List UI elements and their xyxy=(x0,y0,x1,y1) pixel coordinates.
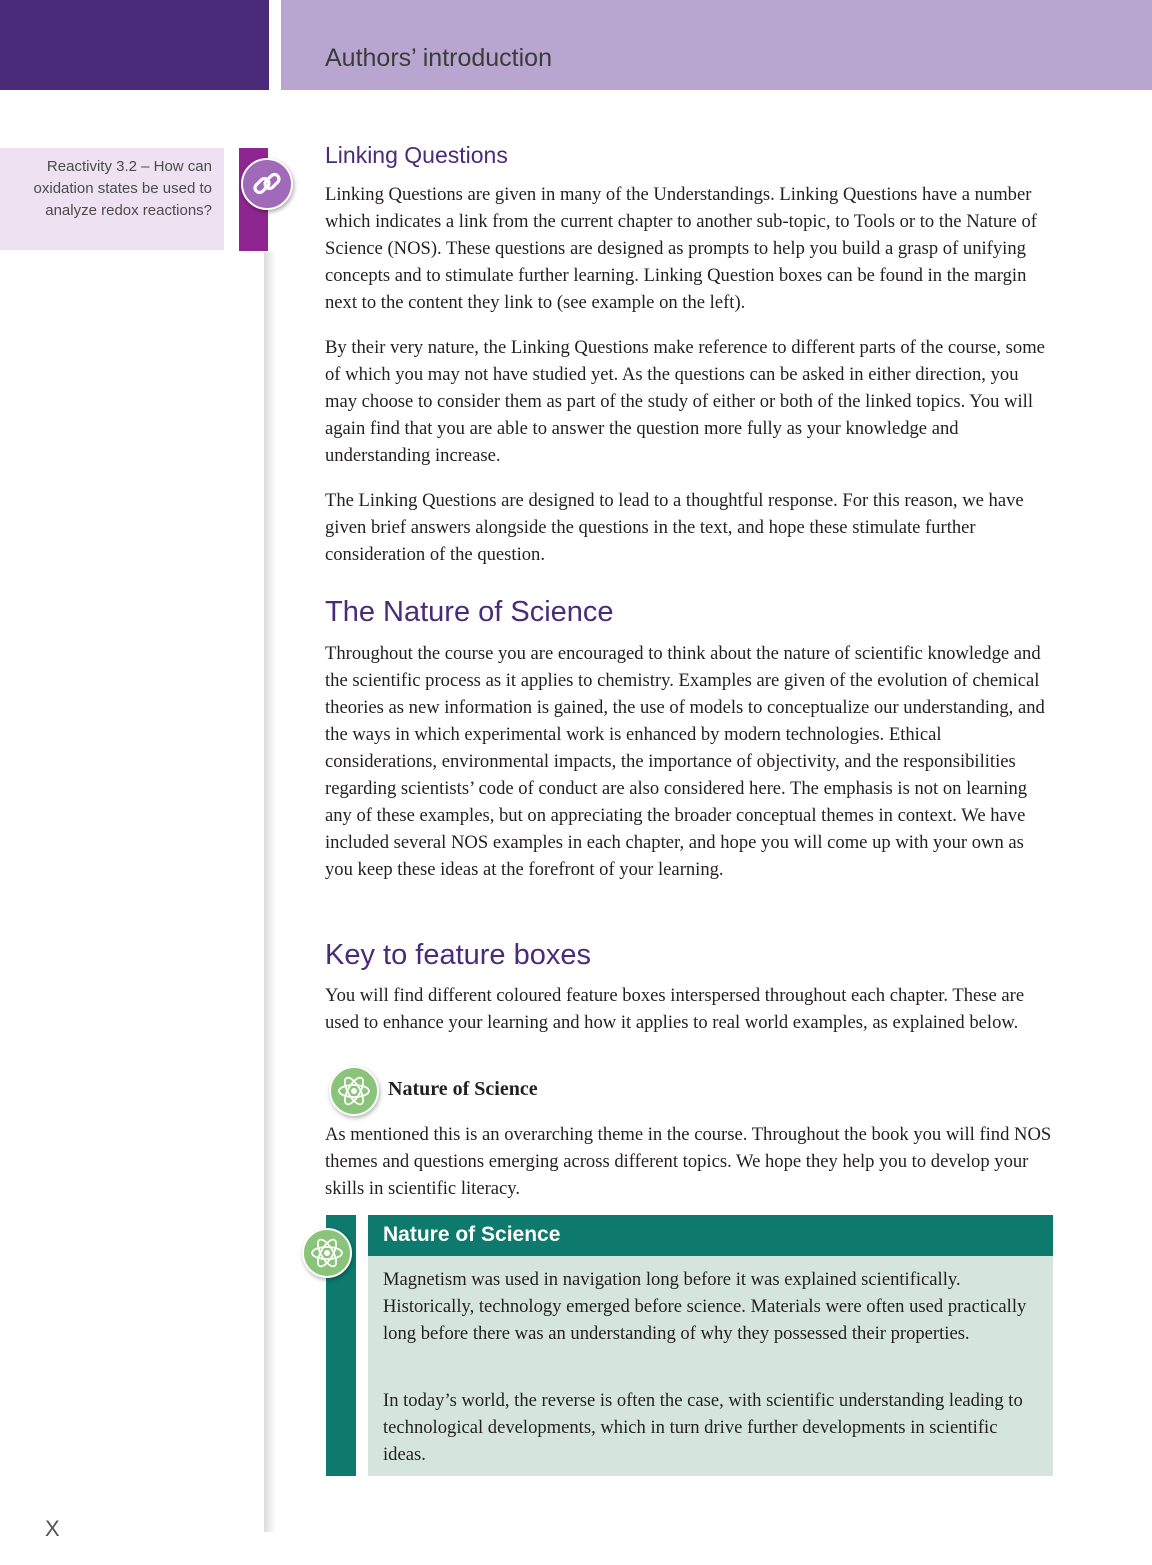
heading-linking-questions: Linking Questions xyxy=(325,142,508,168)
header-band-dark xyxy=(0,0,269,90)
feature-paragraph: In today’s world, the reverse is often the case, with scientific understanding leading to technological developments, which in turn drive further developments in scientific ideas. xyxy=(383,1390,1023,1465)
paragraph: Linking Questions are given in many of the Understandings. Linking Questions have a number which indicates a link from the current chapter to another sub-topic, to Tools or to the Nature of Science (NOS). These questions are designed as prompts to help you build a grasp of unifying concepts and to stimulate further learning. Linking Question boxes can be found in the margin next to the content they link to (see example on the left). xyxy=(325,184,1037,313)
heading-key-to-feature-boxes: Key to feature boxes xyxy=(325,939,591,971)
paragraph: As mentioned this is an overarching theme in the course. Throughout the book you will find NOS themes and questions emerging across different topics. We hope they help you to develop your skills in scientific literacy. xyxy=(325,1124,1052,1199)
paragraph: Throughout the course you are encouraged to think about the nature of scientific knowledge and the scientific process as it applies to chemistry. Examples are given of the evolution of chemical theories as new information is gained, the use of models to conceptualize our understanding, and the ways in which experimental work is enhanced by modern technologies. Ethical considerations, environmental impacts, the importance of objectivity, and the responsibilities regarding scientists’ code of conduct are also considered here. The emphasis is not on learning any of these examples, but on appreciating the broader conceptual themes in context. We have included several NOS examples in each chapter, and hope you will come up with your own as you keep these ideas at the forefront of your learning. xyxy=(325,643,1045,880)
page-title: Authors’ introduction xyxy=(325,44,552,72)
link-icon xyxy=(241,158,293,210)
atom-icon xyxy=(302,1228,352,1278)
paragraph: By their very nature, the Linking Questions make reference to different parts of the course, some of which you may not have studied yet. As the questions can be asked in either direction, you may choose to consider them as part of the study of either or both of the linked topics. You will again find that you are able to answer the question more fully as your knowledge and understanding increase. xyxy=(325,337,1045,466)
gutter-shadow xyxy=(264,252,276,1532)
feature-paragraph: Magnetism was used in navigation long before it was explained scientifically. Historically, technology emerged before science. Materials were often used practically long before there was an understanding of why they possessed their properties. xyxy=(383,1269,1027,1344)
linking-question-text: Reactivity 3.2 – How can oxidation states be used to analyze redox reactions? xyxy=(33,158,212,219)
paragraph: The Linking Questions are designed to lead to a thoughtful response. For this reason, we have given brief answers alongside the questions in the text, and hope these stimulate further consideration of the question. xyxy=(325,490,1024,565)
page-number: X xyxy=(45,1516,60,1541)
feature-key-label: Nature of Science xyxy=(388,1078,538,1100)
heading-nature-of-science: The Nature of Science xyxy=(325,596,614,628)
atom-icon xyxy=(329,1066,379,1116)
feature-box-title: Nature of Science xyxy=(383,1223,561,1246)
paragraph: You will find different coloured feature boxes interspersed throughout each chapter. These are used to enhance your learning and how it applies to real world examples, as explained below. xyxy=(325,985,1025,1033)
